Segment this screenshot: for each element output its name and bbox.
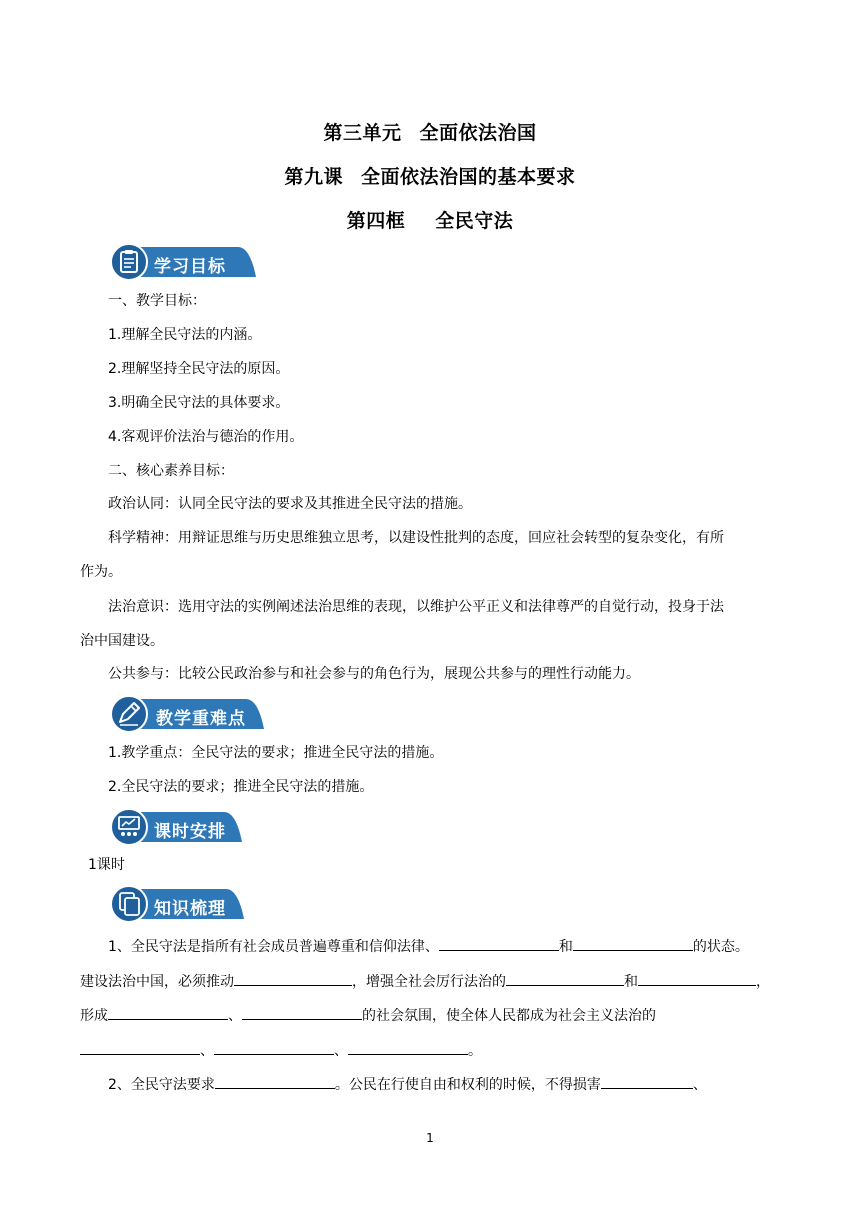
schedule-text: 1课时	[88, 857, 125, 873]
key-point-item: 1.教学重点：全民守法的要求；推进全民守法的措施。	[108, 745, 444, 761]
fill-blank[interactable]	[348, 1039, 468, 1055]
unit-number: 第三单元	[323, 122, 402, 144]
page-number: 1	[426, 1131, 434, 1145]
public-participation-text: 公共参与：比较公民政治参与和社会参与的角色行为，展现公共参与的理性行动能力。	[108, 666, 640, 682]
goal-item: 4.客观评价法治与德治的作用。	[108, 429, 304, 445]
fill-blank[interactable]	[242, 1004, 362, 1020]
section-title: 课时安排	[154, 822, 226, 842]
fill-blank[interactable]	[439, 935, 559, 951]
knowledge-p1-line4	[80, 1039, 790, 1061]
knowledge-p1-line3	[80, 1004, 790, 1026]
fill-blank[interactable]	[214, 1039, 334, 1055]
text: 1、全民守法是指所有社会成员普遍尊重和信仰法律、	[108, 939, 439, 955]
fill-blank[interactable]	[638, 970, 756, 986]
rule-of-law-text-cont: 治中国建设。	[80, 633, 164, 649]
text: 和	[558, 939, 573, 955]
key-point-item: 2.全民守法的要求；推进全民守法的措施。	[108, 779, 374, 795]
scientific-spirit-text: 科学精神：用辩证思维与历史思维独立思考，以建设性批判的态度，回应社会转型的复杂变化，有所	[108, 530, 724, 546]
frame-name: 全民守法	[435, 210, 514, 232]
core-goals-heading: 二、核心素养目标：	[108, 463, 234, 479]
section-title: 学习目标	[154, 257, 226, 277]
section-title: 知识梳理	[154, 899, 226, 919]
knowledge-p1-line1	[108, 935, 788, 957]
text: 。公民在行使自由和权利的时候，不得损害	[334, 1077, 601, 1093]
lesson-title	[0, 162, 860, 189]
text: 、	[692, 1077, 707, 1093]
lesson-name: 全面依法治国的基本要求	[361, 166, 576, 188]
teaching-goals-heading: 一、教学目标：	[108, 293, 206, 309]
frame-title	[0, 206, 860, 233]
text: 和	[624, 974, 638, 990]
scientific-spirit-text-cont: 作为。	[80, 564, 122, 580]
goal-item: 3.明确全民守法的具体要求。	[108, 395, 290, 411]
text: 2、全民守法要求	[108, 1077, 215, 1093]
rule-of-law-text: 法治意识：选用守法的实例阐述法治思维的表现，以维护公平正义和法律尊严的自觉行动，投身于法	[108, 599, 724, 615]
text: 建设法治中国，必须推动	[80, 974, 234, 990]
text: 、	[334, 1043, 348, 1059]
fill-blank[interactable]	[108, 1004, 228, 1020]
goal-item: 1.理解全民守法的内涵。	[108, 327, 262, 343]
fill-blank[interactable]	[234, 970, 352, 986]
frame-number: 第四框	[346, 210, 406, 232]
text: 的状态。	[692, 939, 749, 955]
unit-name: 全面依法治国	[419, 122, 537, 144]
text: ，	[756, 974, 770, 990]
fill-blank[interactable]	[601, 1073, 693, 1089]
section-title: 教学重难点	[156, 709, 246, 729]
fill-blank[interactable]	[506, 970, 624, 986]
text: 的社会氛围，使全体人民都成为社会主义法治的	[362, 1008, 656, 1024]
text: 、	[228, 1008, 242, 1024]
political-identity-text: 政治认同：认同全民守法的要求及其推进全民守法的措施。	[108, 496, 472, 512]
lesson-number: 第九课	[284, 166, 343, 188]
text: 。	[468, 1043, 482, 1059]
unit-title	[0, 118, 860, 145]
text: 、	[200, 1043, 214, 1059]
fill-blank[interactable]	[573, 935, 693, 951]
fill-blank[interactable]	[80, 1039, 200, 1055]
goal-item: 2.理解坚持全民守法的原因。	[108, 361, 290, 377]
fill-blank[interactable]	[215, 1073, 335, 1089]
knowledge-p2-line1	[108, 1073, 788, 1095]
text: ，增强全社会厉行法治的	[352, 974, 506, 990]
knowledge-p1-line2	[80, 970, 790, 992]
text: 形成	[80, 1008, 108, 1024]
